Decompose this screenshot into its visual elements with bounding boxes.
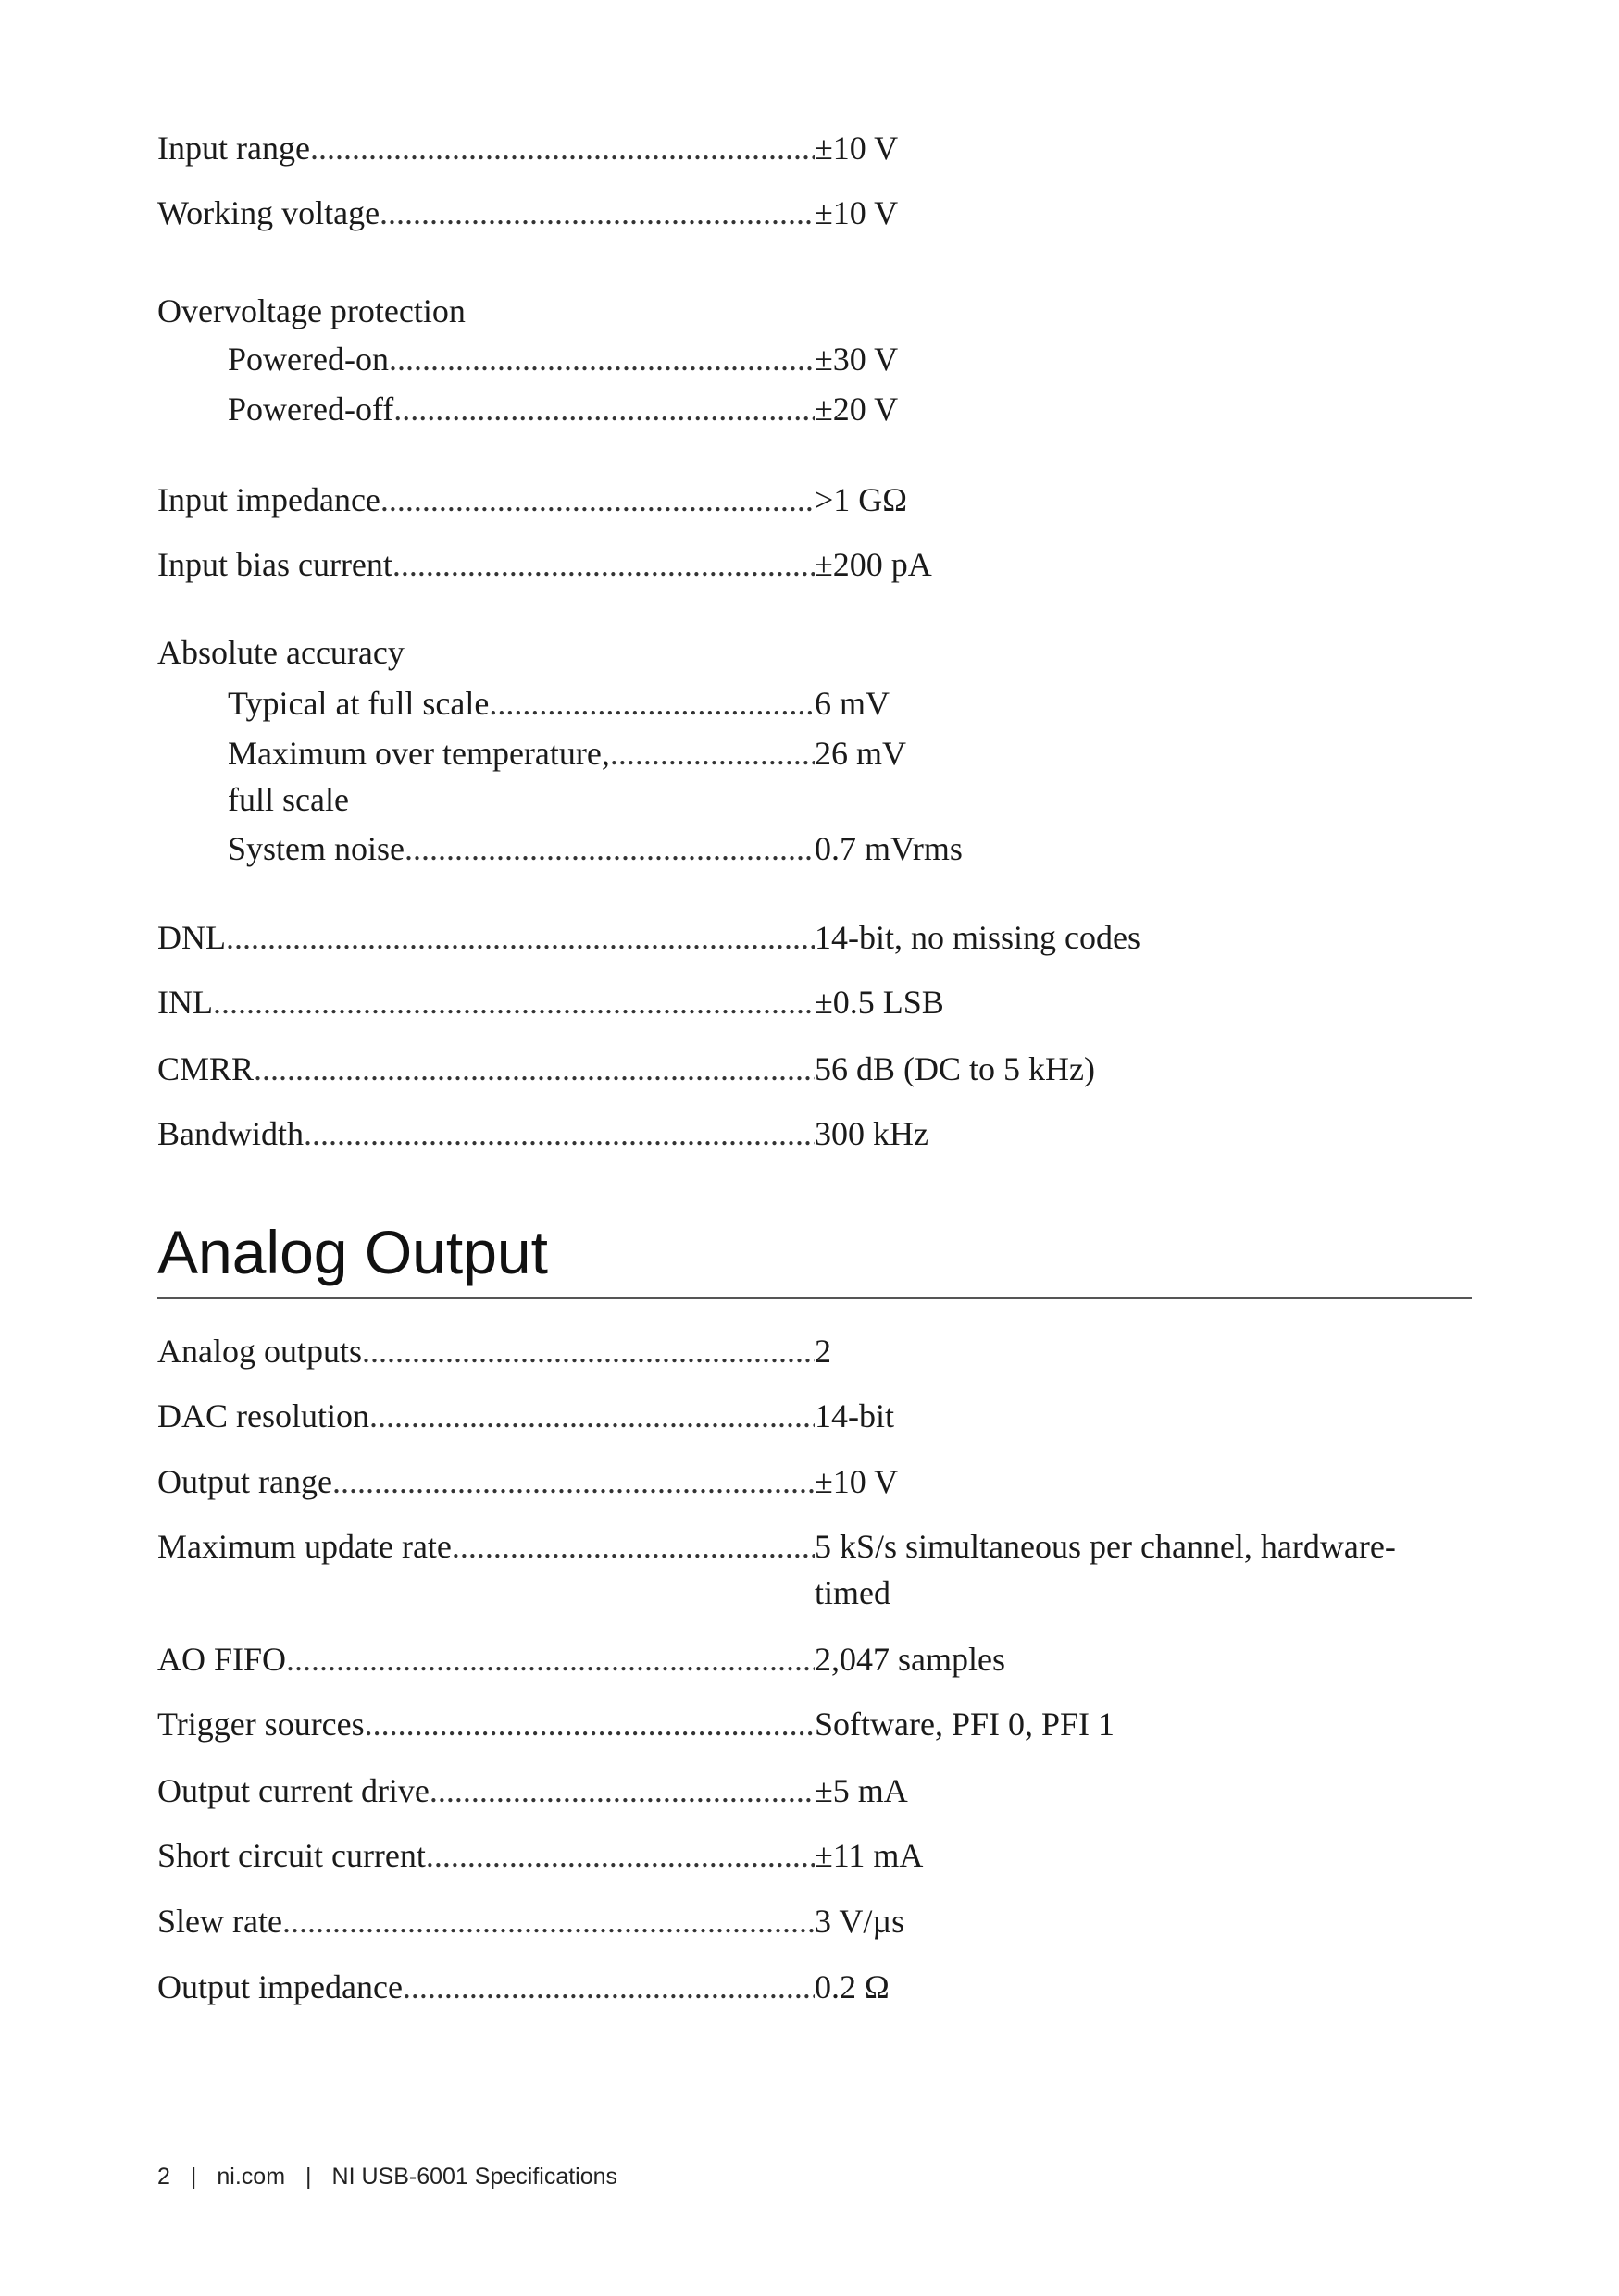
spec-value: 5 kS/s simultaneous per channel, hardware-timed xyxy=(815,1528,1396,1611)
dot-leader xyxy=(393,386,815,432)
spec-label: Maximum update rate xyxy=(157,1528,452,1565)
spec-value: 2,047 samples xyxy=(815,1641,1005,1678)
footer-site-link[interactable]: ni.com xyxy=(217,2164,286,2190)
spec-label: Maximum over temperature, xyxy=(228,735,610,772)
overvoltage-heading: Overvoltage protection xyxy=(157,292,466,329)
spec-label: DAC resolution xyxy=(157,1397,369,1434)
footer-separator: | xyxy=(190,2164,197,2190)
spec-label: Output impedance xyxy=(157,1968,403,2005)
dot-leader xyxy=(392,541,815,588)
dot-leader xyxy=(430,1768,815,1814)
spec-label: Powered-on xyxy=(228,341,389,378)
spec-value: ±10 V xyxy=(815,130,899,167)
page-number: 2 xyxy=(157,2164,170,2190)
dot-leader xyxy=(226,914,815,961)
dot-leader xyxy=(380,190,815,236)
spec-value: ±10 V xyxy=(815,1463,899,1500)
spec-label: DNL xyxy=(157,919,226,956)
dot-leader xyxy=(286,1636,815,1682)
dot-leader xyxy=(332,1458,815,1505)
footer-separator: | xyxy=(305,2164,312,2190)
dot-leader xyxy=(380,477,815,523)
spec-label: Slew rate xyxy=(157,1903,282,1940)
footer-document-title: NI USB-6001 Specifications xyxy=(331,2164,618,2190)
spec-value: 0.2 Ω xyxy=(815,1968,890,2005)
spec-label: Powered-off xyxy=(228,391,394,428)
dot-leader xyxy=(403,1964,815,2010)
spec-value: 2 xyxy=(815,1333,831,1370)
dot-leader xyxy=(362,1328,815,1374)
spec-label: System noise xyxy=(228,830,405,867)
dot-leader xyxy=(610,730,815,776)
dot-leader xyxy=(369,1393,815,1439)
dot-leader xyxy=(489,680,815,726)
spec-label: Typical at full scale xyxy=(228,685,490,722)
dot-leader xyxy=(389,336,815,382)
spec-value: ±200 pA xyxy=(815,546,932,583)
spec-label: Short circuit current xyxy=(157,1837,426,1874)
spec-value: 14-bit xyxy=(815,1397,894,1434)
spec-label: Input impedance xyxy=(157,481,380,518)
spec-label: Input bias current xyxy=(157,546,392,583)
dot-leader xyxy=(213,979,815,1025)
absolute-accuracy-heading: Absolute accuracy xyxy=(157,634,405,671)
dot-leader xyxy=(426,1832,815,1879)
spec-value: 300 kHz xyxy=(815,1115,928,1152)
spec-label-continuation: full scale xyxy=(228,781,349,818)
spec-value: ±10 V xyxy=(815,194,899,231)
spec-label: Trigger sources xyxy=(157,1706,365,1743)
spec-value: >1 GΩ xyxy=(815,481,908,518)
spec-value: ±11 mA xyxy=(815,1837,924,1874)
spec-value: 0.7 mVrms xyxy=(815,830,963,867)
spec-value: 3 V/µs xyxy=(815,1903,905,1940)
spec-label: AO FIFO xyxy=(157,1641,287,1678)
spec-label: INL xyxy=(157,984,213,1021)
dot-leader xyxy=(282,1898,815,1944)
spec-value: ±0.5 LSB xyxy=(815,984,944,1021)
spec-label: Analog outputs xyxy=(157,1333,362,1370)
spec-value: 14-bit, no missing codes xyxy=(815,919,1140,956)
spec-value: ±5 mA xyxy=(815,1772,908,1809)
spec-label: Working voltage xyxy=(157,194,380,231)
spec-value: 6 mV xyxy=(815,685,890,722)
spec-label: Bandwidth xyxy=(157,1115,304,1152)
spec-value: ±30 V xyxy=(815,341,899,378)
dot-leader xyxy=(405,825,815,872)
spec-label: CMRR xyxy=(157,1050,255,1087)
spec-value: 26 mV xyxy=(815,735,906,772)
spec-label: Output current drive xyxy=(157,1772,430,1809)
dot-leader xyxy=(304,1111,815,1157)
section-divider xyxy=(157,1297,1472,1299)
spec-label: Input range xyxy=(157,130,310,167)
dot-leader xyxy=(365,1701,815,1747)
dot-leader xyxy=(452,1523,815,1570)
section-title-analog-output: Analog Output xyxy=(157,1218,548,1286)
page-footer xyxy=(157,2161,617,2192)
spec-label: Output range xyxy=(157,1463,332,1500)
spec-value: 56 dB (DC to 5 kHz) xyxy=(815,1050,1095,1087)
spec-value: ±20 V xyxy=(815,391,899,428)
dot-leader xyxy=(254,1046,815,1092)
dot-leader xyxy=(310,125,815,171)
spec-value: Software, PFI 0, PFI 1 xyxy=(815,1706,1115,1743)
